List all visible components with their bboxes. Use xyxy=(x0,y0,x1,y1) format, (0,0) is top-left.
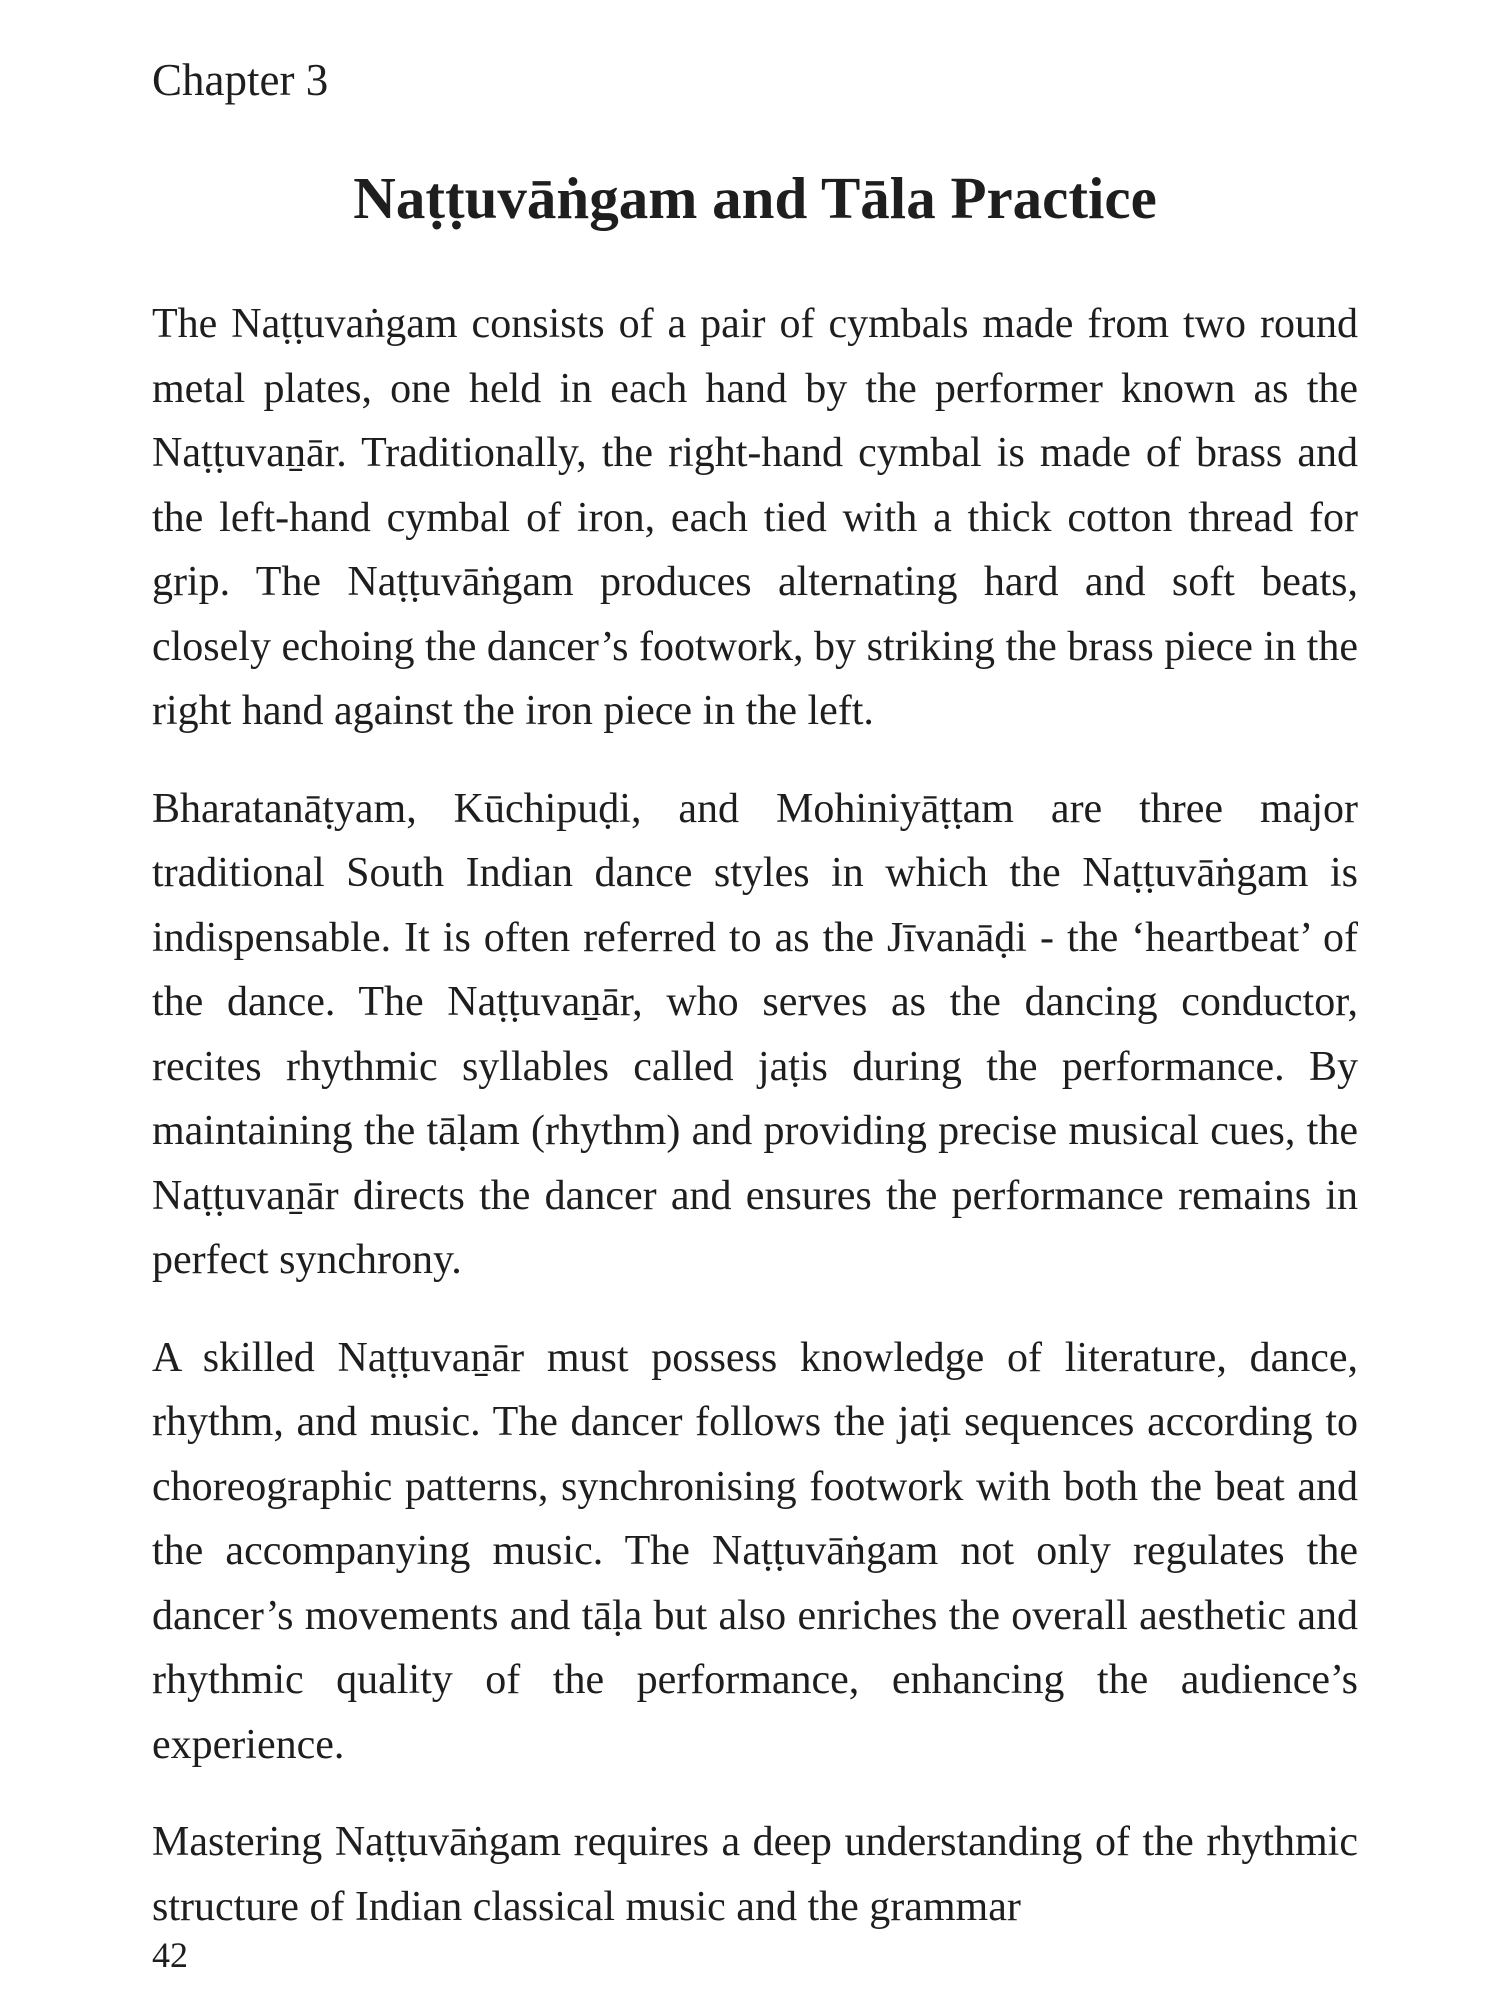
paragraph-2: Bharatanāṭyam, Kūchipuḍi, and Mohiniyāṭṭam are three major traditional South Indian dance styles in which the Naṭṭuvāṅgam is indispensable. It is often referred to as the Jīvanāḍi - the ‘heartbeat’ of the dance. The Naṭṭuvaṉār, who serves as the dancing conductor, recites rhythmic syllables called jaṭis during the performance. By maintaining the tāḷam (rhythm) and providing precise musical cues, the Naṭṭuvaṉār directs the dancer and ensures the performance remains in perfect synchrony. xyxy=(152,785,1358,1283)
paragraph-4: Mastering Naṭṭuvāṅgam requires a deep understanding of the rhythmic structure of Indian classical music and the grammar xyxy=(152,1819,1358,1930)
body-text xyxy=(152,292,1358,1972)
paragraph-3: A skilled Naṭṭuvaṉār must possess knowledge of literature, dance, rhythm, and music. The dancer follows the jaṭi sequences according to choreographic patterns, synchronising footwork with both the beat and the accompanying music. The Naṭṭuvāṅgam not only regulates the dancer’s movements and tāḷa but also enriches the overall aesthetic and rhythmic quality of the performance, enhancing the audience’s experience. xyxy=(152,1334,1358,1768)
page-number: 42 xyxy=(152,1935,188,1975)
chapter-title: Naṭṭuvāṅgam and Tāla Practice xyxy=(353,165,1157,231)
chapter-label: Chapter 3 xyxy=(152,55,329,105)
paragraph-1: The Naṭṭuvaṅgam consists of a pair of cymbals made from two round metal plates, one held in each hand by the performer known as the Naṭṭuvaṉār. Traditionally, the right-hand cymbal is made of brass and the left-hand cymbal of iron, each tied with a thick cotton thread for grip. The Naṭṭuvāṅgam produces alternating hard and soft beats, closely echoing the dancer’s footwork, by striking the brass piece in the right hand against the iron piece in the left. xyxy=(152,301,1358,734)
